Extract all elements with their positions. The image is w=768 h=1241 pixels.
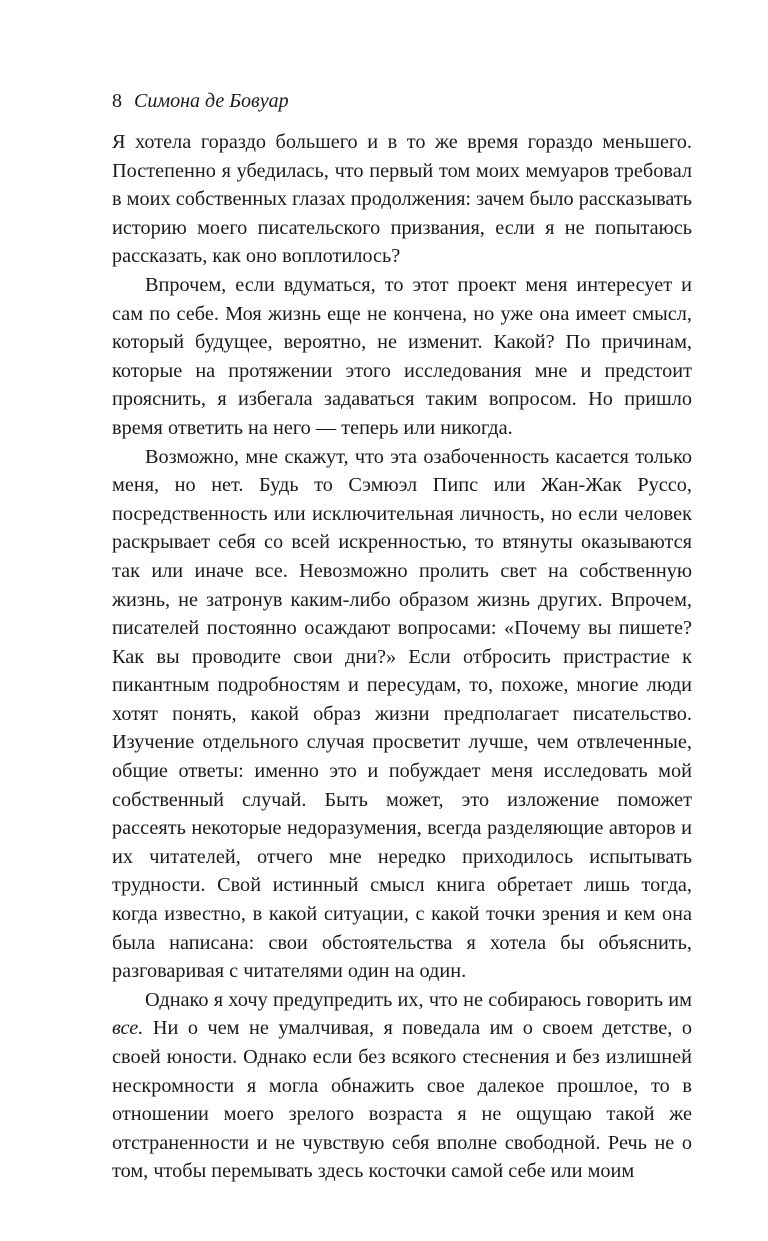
paragraph-text-before: Однако я хочу предупредить их, что не собираюсь говорить им — [145, 988, 692, 1011]
paragraph-with-emphasis — [112, 986, 692, 1186]
body-text — [112, 128, 692, 1186]
paragraph-continued: Я хотела гораздо большего и в то же время гораздо меньшего. Постепенно я убедилась, что первый том моих мемуаров требовал в моих собственных глазах продолжения: зачем было рассказывать историю моего писательского призвания, если я не попытаюсь рассказать, как оно воплотилось? — [112, 131, 692, 268]
paragraph: Возможно, мне скажут, что эта озабоченность касается только меня, но нет. Будь то Сэмюэл Пипс или Жан-Жак Руссо, посредственность или исключительная личность, но если человек раскрывает себя со всей искренностью, то втянуты оказываются так или иначе все. Невозможно пролить свет на собственную жизнь, не затронув каким-либо образом жизнь других. Впрочем, писателей постоянно осаждают вопросами: «Почему вы пишете? Как вы проводите свои дни?» Если отбросить пристрастие к пикантным подробностям и пересудам, то, похоже, многие люди хотят понять, какой образ жизни предполагает писательство. Изучение отдельного случая просветит лучше, чем отвлеченные, общие ответы: именно это и побуждает меня исследовать мой собственный случай. Быть может, это изложение поможет рассеять некоторые недоразумения, всегда разделяющие авторов и их читателей, отчего мне нередко приходилось испытывать трудности. Свой истинный смысл книга обретает лишь тогда, когда известно, в какой ситуации, с какой точки зрения и кем она была написана: свои обстоятельства я хотела бы объяснить, разговаривая с читателями один на один. — [112, 445, 692, 983]
paragraph-text-after: Ни о чем не умалчивая, я поведала им о своем детстве, о своей юности. Однако если без всякого стеснения и без излишней нескромности я могла обнажить свое далекое прошлое, то в отношении моего зрелого возраста я не ощущаю такой же отстраненности и не чувствую себя вполне свободной. Речь не о том, чтобы перемывать здесь косточки самой себе или моим — [112, 1017, 692, 1183]
book-page — [112, 86, 692, 1186]
page-number: 8 — [112, 90, 122, 112]
running-head-author: Симона де Бовуар — [134, 90, 289, 112]
paragraph: Впрочем, если вдуматься, то этот проект меня интересует и сам по себе. Моя жизнь еще не кончена, но уже она имеет смысл, который будущее, вероятно, не изменит. Какой? По причинам, которые на протяжении этого исследования мне и предстоит прояснить, я избегала задаваться таким вопросом. Но пришло время ответить на него — теперь или никогда. — [112, 273, 692, 439]
emphasis-word: все. — [112, 1017, 144, 1040]
running-head — [112, 86, 692, 116]
